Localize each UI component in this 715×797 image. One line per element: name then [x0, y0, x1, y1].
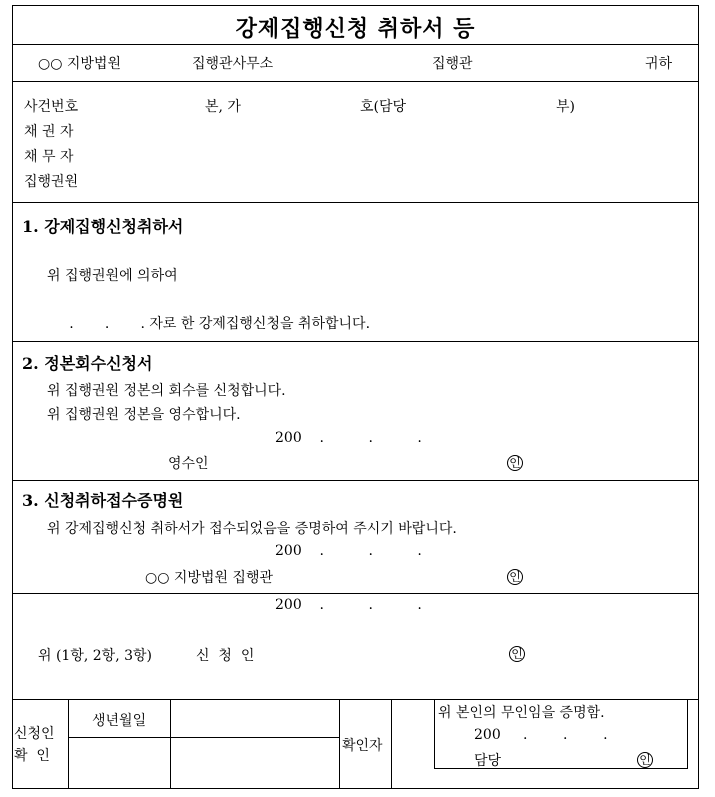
staff-seal-icon: 인: [637, 752, 653, 768]
title-divider: [12, 44, 699, 45]
case-divider: [12, 202, 699, 203]
sec3-court-officer: ○○ 지방법원 집행관: [145, 570, 273, 586]
confirm-col1-line: [68, 699, 69, 789]
sec1-line1: 위 집행권원에 의하여: [47, 268, 178, 284]
debtor-label: 채 무 자: [24, 149, 74, 165]
court-name: ○○ 지방법원: [38, 56, 121, 72]
confirm-col3-line: [339, 699, 340, 789]
case-dept: 부): [556, 99, 575, 115]
sec4-applicant-line: 위 (1항, 2항, 3항): [38, 648, 152, 664]
sec1-divider: [12, 341, 699, 342]
fingerprint-statement: 위 본인의 무인임을 증명함.: [438, 705, 605, 721]
sec2-line1: 위 집행권원 정본의 회수를 신청합니다.: [47, 383, 286, 399]
sec2-heading: 2. 정본회수신청서: [22, 354, 153, 373]
sec3-seal-icon: 인: [507, 569, 523, 585]
to-label: 귀하: [645, 56, 673, 72]
confirm-col4-line: [391, 699, 392, 789]
sec2-date: 200 . . .: [275, 430, 422, 446]
sec4-seal-icon: 인: [509, 646, 525, 662]
title-of-execution-label: 집행권원: [24, 174, 79, 190]
officer-label: 집행관: [432, 56, 473, 72]
form-title: 강제집행신청 취하서 등: [235, 16, 476, 42]
case-branch: 본, 가: [205, 99, 241, 115]
sec2-seal-icon: 인: [507, 455, 523, 471]
sec3-line1: 위 강제집행신청 취하서가 접수되었음을 증명하여 주시기 바랍니다.: [47, 521, 457, 537]
birth-date-label: 생년월일: [92, 713, 147, 729]
office-name: 집행관사무소: [192, 56, 274, 72]
header-divider: [12, 81, 699, 82]
confirm-col2-line: [170, 699, 171, 789]
confirm-row-line: [68, 737, 339, 738]
sec2-receiver-label: 영수인: [168, 456, 209, 472]
sec3-divider: [12, 593, 699, 594]
sec1-line2: . . . 자로 한 강제집행신청을 취하합니다.: [47, 316, 371, 332]
sec4-applicant-label: 신 청 인: [196, 648, 255, 664]
case-number-suffix: 호(담당: [360, 99, 407, 115]
sec2-line2: 위 집행권원 정본을 영수합니다.: [47, 407, 241, 423]
creditor-label: 채 권 자: [24, 124, 74, 140]
sec3-date: 200 . . .: [275, 543, 422, 559]
confirmer-label: 확인자: [342, 738, 383, 754]
sec4-date: 200 . . .: [275, 597, 422, 613]
staff-label: 담당: [474, 753, 502, 769]
applicant-confirm-label-1: 신청인: [14, 726, 55, 742]
fingerprint-date: 200 . . .: [474, 727, 608, 743]
case-number-label: 사건번호: [24, 99, 79, 115]
sec2-divider: [12, 480, 699, 481]
applicant-confirm-label-2: 확 인: [14, 748, 50, 764]
sec1-heading: 1. 강제집행신청취하서: [22, 217, 184, 236]
sec3-heading: 3. 신청취하접수증명원: [22, 491, 184, 510]
